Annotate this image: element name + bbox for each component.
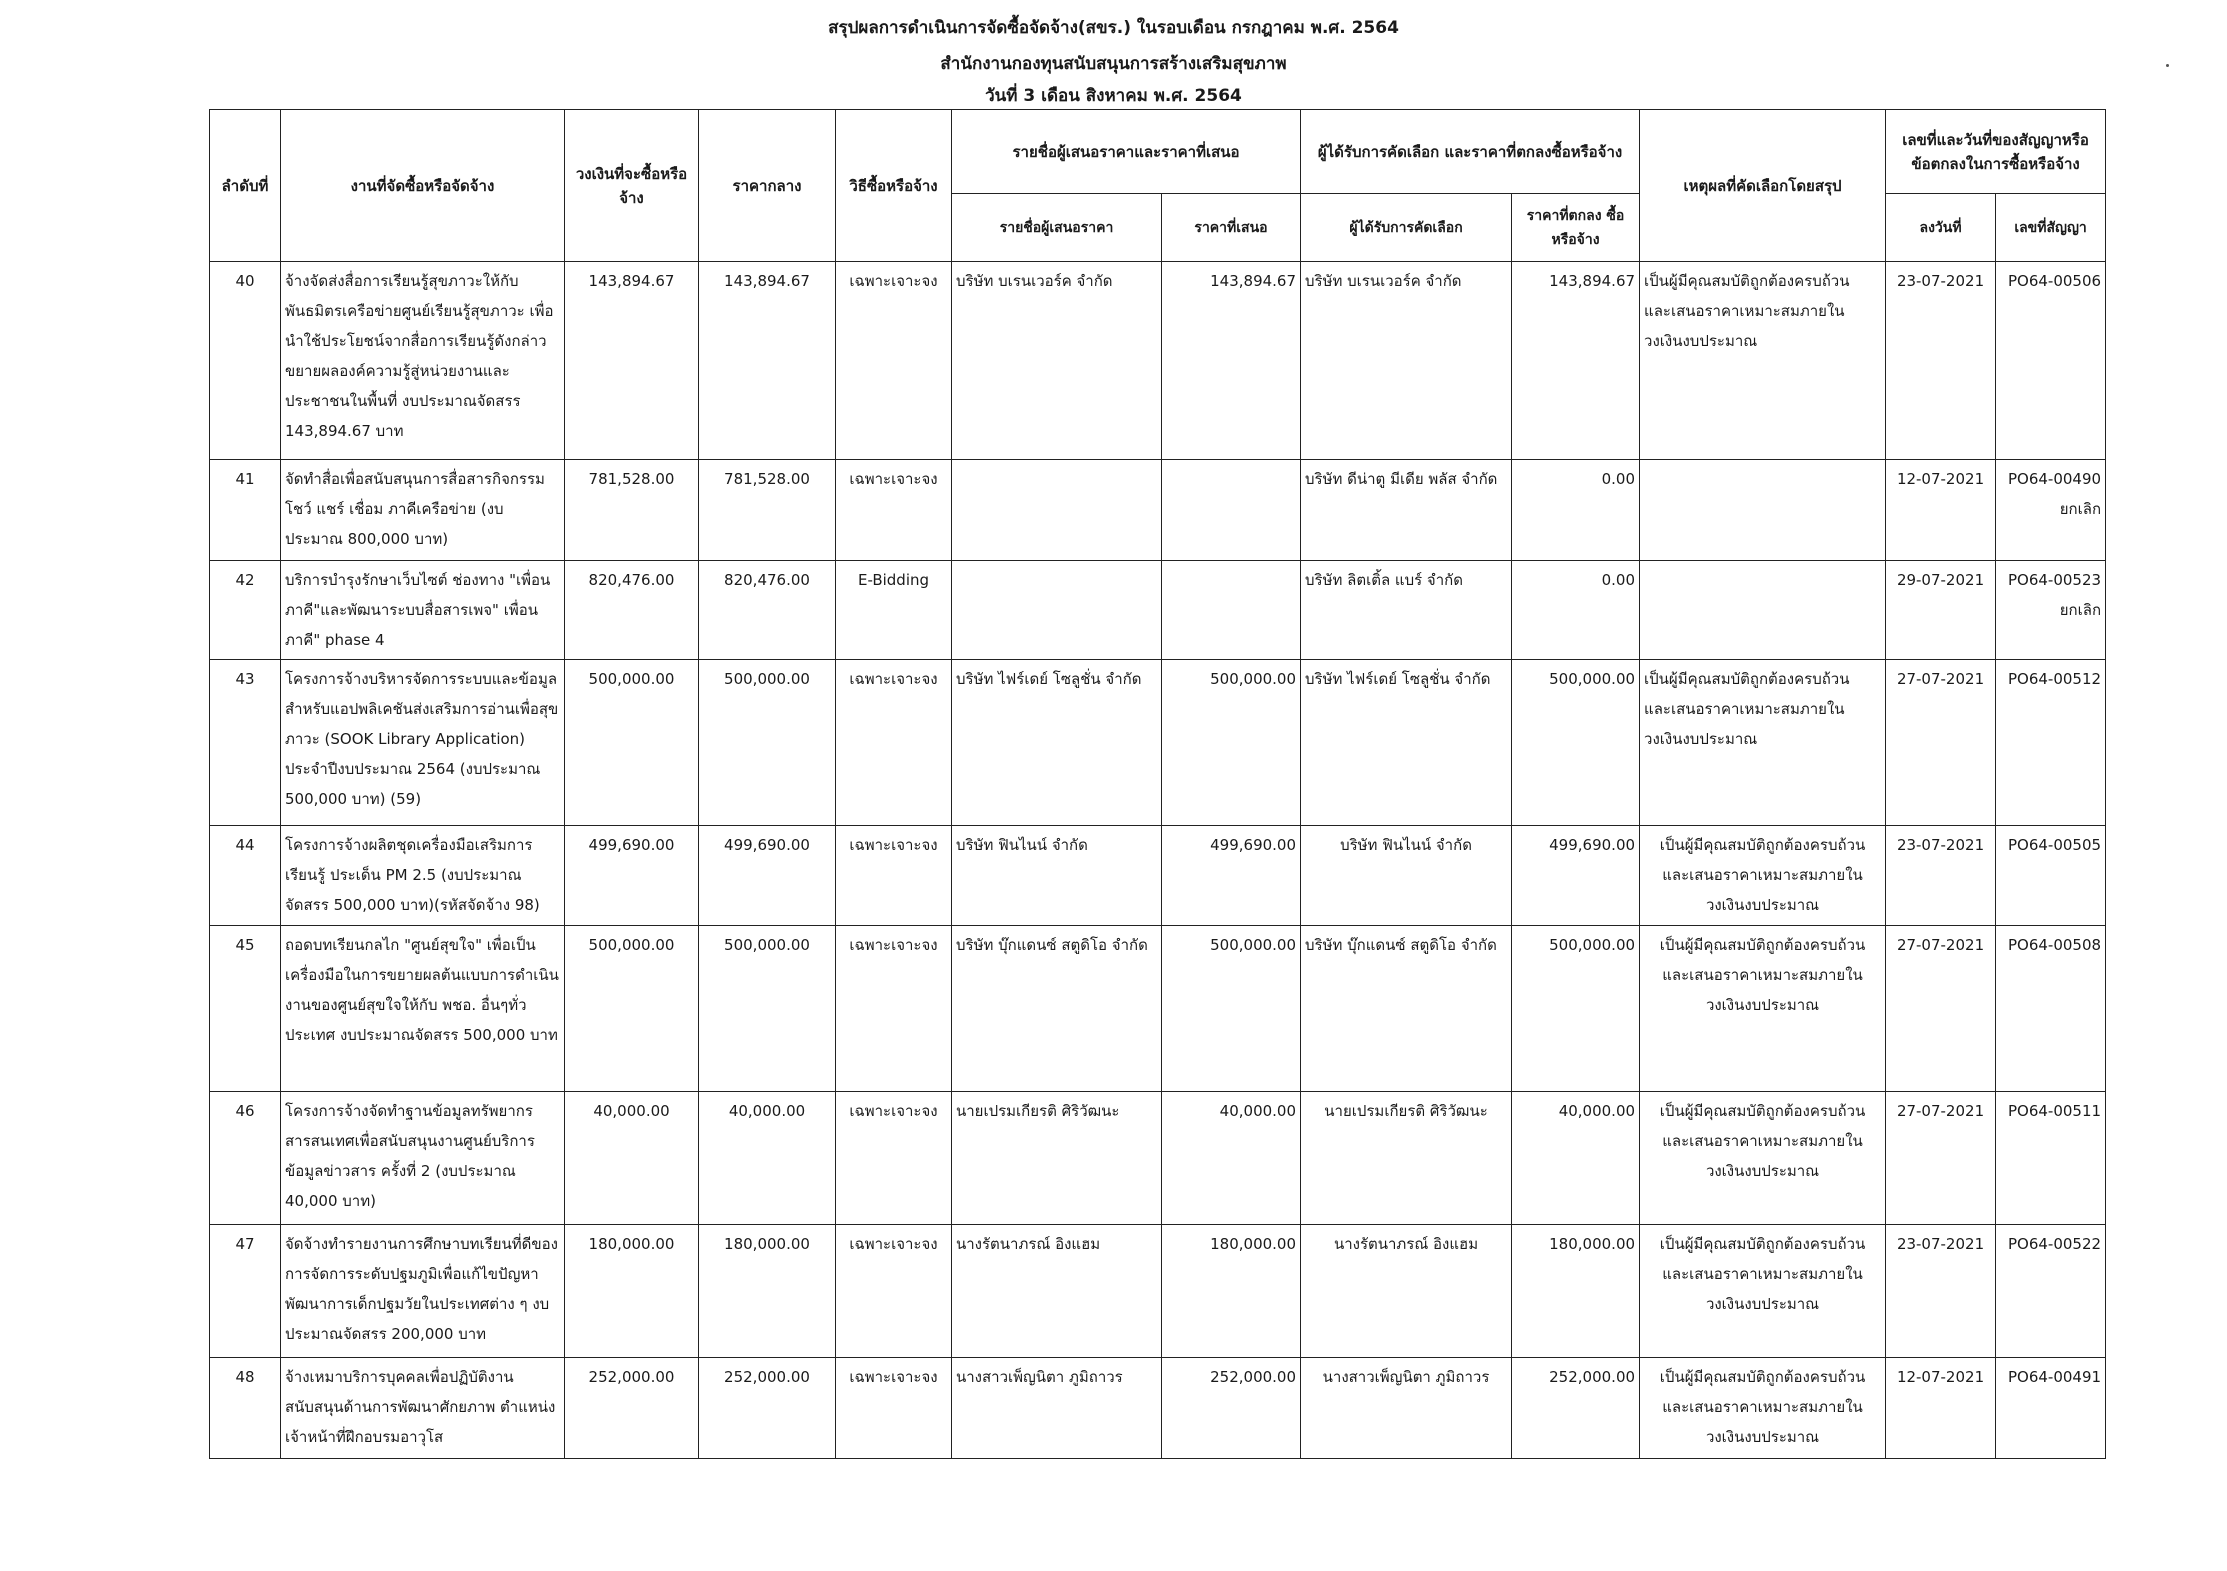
row-no: 40	[210, 262, 281, 460]
row-bid: 252,000.00	[1162, 1358, 1301, 1459]
row-bid: 500,000.00	[1162, 660, 1301, 826]
row-contract: PO64-00512	[1996, 660, 2106, 826]
report-title: สรุปผลการดำเนินการจัดซื้อจัดจ้าง(สขร.) ในรอบเดือน กรกฎาคม พ.ศ. 2564	[828, 18, 1399, 38]
col-reason: เหตุผลที่คัดเลือกโดยสรุป	[1640, 110, 1886, 262]
row-contract: PO64-00491	[1996, 1358, 2106, 1459]
col-no: ลำดับที่	[210, 110, 281, 262]
row-contract-cell	[1996, 460, 2106, 561]
row-bidder: นางรัตนาภรณ์ อิงแฮม	[952, 1225, 1162, 1358]
report-date: วันที่ 3 เดือน สิงหาคม พ.ศ. 2564	[985, 86, 1242, 106]
row-date: 27-07-2021	[1886, 660, 1996, 826]
row-no: 42	[210, 561, 281, 660]
row-method: E-Bidding	[836, 561, 952, 660]
row-date: 27-07-2021	[1886, 1092, 1996, 1225]
table-row	[210, 826, 2106, 926]
row-bid: 499,690.00	[1162, 826, 1301, 926]
row-task: โครงการจ้างผลิตชุดเครื่องมือเสริมการเรียนรู้ ประเด็น PM 2.5 (งบประมาณจัดสรร 500,000 บาท)(รหัสจัดจ้าง 98)	[281, 826, 565, 926]
row-agreed: 500,000.00	[1512, 926, 1640, 1092]
row-budget: 180,000.00	[565, 1225, 699, 1358]
row-task: ถอดบทเรียนกลไก "ศูนย์สุขใจ" เพื่อเป็นเครื่องมือในการขยายผลต้นแบบการดำเนินงานของศูนย์สุขใจให้กับ พชอ. อื่นๆทั่วประเทศ งบประมาณจัดสรร 500,000 บาท	[281, 926, 565, 1092]
row-budget: 500,000.00	[565, 926, 699, 1092]
scan-speck	[2166, 64, 2169, 67]
row-agreed: 500,000.00	[1512, 660, 1640, 826]
row-reason: เป็นผู้มีคุณสมบัติถูกต้องครบถ้วน และเสนอราคาเหมาะสมภายใน วงเงินงบประมาณ	[1640, 926, 1886, 1092]
row-no: 44	[210, 826, 281, 926]
row-no: 47	[210, 1225, 281, 1358]
row-contract-cell	[1996, 561, 2106, 660]
row-reason: เป็นผู้มีคุณสมบัติถูกต้องครบถ้วน และเสนอราคาเหมาะสมภายใน วงเงินงบประมาณ	[1640, 826, 1886, 926]
row-selected: บริษัท บุ๊กแดนซ์ สตูดิโอ จำกัด	[1301, 926, 1512, 1092]
table-row	[210, 561, 2106, 660]
row-contract: PO64-00490	[2007, 470, 2102, 488]
row-method: เฉพาะเจาะจง	[836, 262, 952, 460]
table-header	[210, 110, 2106, 262]
row-agreed: 0.00	[1512, 561, 1640, 660]
table-row	[210, 660, 2106, 826]
cancelled-note: ยกเลิก	[2059, 500, 2102, 518]
row-bid: 143,894.67	[1162, 262, 1301, 460]
row-bidder: นายเปรมเกียรติ ศิริวัฒนะ	[952, 1092, 1162, 1225]
row-method: เฉพาะเจาะจง	[836, 460, 952, 561]
row-median: 252,000.00	[699, 1358, 836, 1459]
row-bidder: บริษัท ฟินไนน์ จำกัด	[952, 826, 1162, 926]
row-bidder	[952, 460, 1162, 561]
col-bidders-group: รายชื่อผู้เสนอราคาและราคาที่เสนอ	[952, 110, 1301, 194]
table-row	[210, 1092, 2106, 1225]
row-agreed: 252,000.00	[1512, 1358, 1640, 1459]
row-selected: นายเปรมเกียรติ ศิริวัฒนะ	[1301, 1092, 1512, 1225]
table-row	[210, 926, 2106, 1092]
table-row	[210, 460, 2106, 561]
row-method: เฉพาะเจาะจง	[836, 1092, 952, 1225]
row-contract: PO64-00523	[2007, 571, 2102, 589]
col-method: วิธีซื้อหรือจ้าง	[836, 110, 952, 262]
col-bidder-name: รายชื่อผู้เสนอราคา	[952, 194, 1162, 262]
row-selected: บริษัท ลิตเติ้ล แบร์ จำกัด	[1301, 561, 1512, 660]
row-method: เฉพาะเจาะจง	[836, 826, 952, 926]
organization-name: สำนักงานกองทุนสนับสนุนการสร้างเสริมสุขภาพ	[940, 54, 1287, 74]
row-reason: เป็นผู้มีคุณสมบัติถูกต้องครบถ้วน และเสนอราคาเหมาะสมภายใน วงเงินงบประมาณ	[1640, 1225, 1886, 1358]
row-median: 781,528.00	[699, 460, 836, 561]
row-selected: นางรัตนาภรณ์ อิงแฮม	[1301, 1225, 1512, 1358]
row-task: จัดทำสื่อเพื่อสนับสนุนการสื่อสารกิจกรรม โชว์ แชร์ เชื่อม ภาคีเครือข่าย (งบประมาณ 800,000 บาท)	[281, 460, 565, 561]
row-reason: เป็นผู้มีคุณสมบัติถูกต้องครบถ้วน และเสนอราคาเหมาะสมภายใน วงเงินงบประมาณ	[1640, 1358, 1886, 1459]
row-no: 48	[210, 1358, 281, 1459]
row-contract: PO64-00522	[1996, 1225, 2106, 1358]
row-task: จ้างจัดส่งสื่อการเรียนรู้สุขภาวะให้กับพันธมิตรเครือข่ายศูนย์เรียนรู้สุขภาวะ เพื่อนำใช้ประโยชน์จากสื่อการเรียนรู้ดังกล่าวขยายผลองค์ความรู้สู่หน่วยงานและประชาชนในพื้นที่ งบประมาณจัดสรร 143,894.67 บาท	[281, 262, 565, 460]
table-body	[210, 262, 2106, 1459]
col-median: ราคากลาง	[699, 110, 836, 262]
col-budget: วงเงินที่จะซื้อหรือจ้าง	[565, 110, 699, 262]
row-median: 500,000.00	[699, 660, 836, 826]
row-selected: บริษัท ไฟร์เดย์ โซลูชั่น จำกัด	[1301, 660, 1512, 826]
cancelled-note: ยกเลิก	[2059, 601, 2102, 619]
row-reason: เป็นผู้มีคุณสมบัติถูกต้องครบถ้วน และเสนอราคาเหมาะสมภายใน วงเงินงบประมาณ	[1640, 262, 1886, 460]
col-contract-group: เลขที่และวันที่ของสัญญาหรือ ข้อตกลงในการซื้อหรือจ้าง	[1886, 110, 2106, 194]
row-median: 180,000.00	[699, 1225, 836, 1358]
row-selected: บริษัท บเรนเวอร์ค จำกัด	[1301, 262, 1512, 460]
col-bid-price: ราคาที่เสนอ	[1162, 194, 1301, 262]
row-task: โครงการจ้างบริหารจัดการระบบและข้อมูลสำหรับแอปพลิเคชันส่งเสริมการอ่านเพื่อสุขภาวะ (SOOK Library Application) ประจำปีงบประมาณ 2564 (งบประมาณ 500,000 บาท) (59)	[281, 660, 565, 826]
row-bidder: นางสาวเพ็ญนิตา ภูมิถาวร	[952, 1358, 1162, 1459]
row-agreed: 499,690.00	[1512, 826, 1640, 926]
row-contract: PO64-00508	[1996, 926, 2106, 1092]
col-selected-name: ผู้ได้รับการคัดเลือก	[1301, 194, 1512, 262]
row-median: 500,000.00	[699, 926, 836, 1092]
row-date: 23-07-2021	[1886, 826, 1996, 926]
row-date: 29-07-2021	[1886, 561, 1996, 660]
row-method: เฉพาะเจาะจง	[836, 660, 952, 826]
col-sign-date: ลงวันที่	[1886, 194, 1996, 262]
row-bidder: บริษัท บุ๊กแดนซ์ สตูดิโอ จำกัด	[952, 926, 1162, 1092]
table-row	[210, 262, 2106, 460]
row-budget: 143,894.67	[565, 262, 699, 460]
table-row	[210, 1358, 2106, 1459]
row-contract: PO64-00506	[1996, 262, 2106, 460]
row-budget: 500,000.00	[565, 660, 699, 826]
row-no: 46	[210, 1092, 281, 1225]
row-reason: เป็นผู้มีคุณสมบัติถูกต้องครบถ้วน และเสนอราคาเหมาะสมภายใน วงเงินงบประมาณ	[1640, 660, 1886, 826]
row-median: 499,690.00	[699, 826, 836, 926]
row-median: 143,894.67	[699, 262, 836, 460]
row-selected: บริษัท ดีน่าตู มีเดีย พลัส จำกัด	[1301, 460, 1512, 561]
row-reason: เป็นผู้มีคุณสมบัติถูกต้องครบถ้วน และเสนอราคาเหมาะสมภายใน วงเงินงบประมาณ	[1640, 1092, 1886, 1225]
row-contract: PO64-00505	[1996, 826, 2106, 926]
row-reason	[1640, 561, 1886, 660]
row-budget: 820,476.00	[565, 561, 699, 660]
row-method: เฉพาะเจาะจง	[836, 926, 952, 1092]
row-no: 45	[210, 926, 281, 1092]
row-bid	[1162, 460, 1301, 561]
col-task: งานที่จัดซื้อหรือจัดจ้าง	[281, 110, 565, 262]
row-task: โครงการจ้างจัดทำฐานข้อมูลทรัพยากรสารสนเทศเพื่อสนับสนุนงานศูนย์บริการข้อมูลข่าวสาร ครั้งที่ 2 (งบประมาณ 40,000 บาท)	[281, 1092, 565, 1225]
row-budget: 499,690.00	[565, 826, 699, 926]
row-date: 23-07-2021	[1886, 262, 1996, 460]
row-budget: 252,000.00	[565, 1358, 699, 1459]
row-bid	[1162, 561, 1301, 660]
row-task: บริการบำรุงรักษาเว็บไซต์ ช่องทาง "เพื่อนภาคี"และพัฒนาระบบสื่อสารเพจ" เพื่อนภาคี" phase 4	[281, 561, 565, 660]
row-bid: 180,000.00	[1162, 1225, 1301, 1358]
col-agreed-price: ราคาที่ตกลง ซื้อหรือจ้าง	[1512, 194, 1640, 262]
row-date: 23-07-2021	[1886, 1225, 1996, 1358]
row-date: 12-07-2021	[1886, 460, 1996, 561]
row-budget: 40,000.00	[565, 1092, 699, 1225]
row-task: จ้างเหมาบริการบุคคลเพื่อปฏิบัติงานสนับสนุนด้านการพัฒนาศักยภาพ ตำแหน่งเจ้าหน้าที่ฝึกอบรมอาวุโส	[281, 1358, 565, 1459]
col-contract-no: เลขที่สัญญา	[1996, 194, 2106, 262]
row-selected: บริษัท ฟินไนน์ จำกัด	[1301, 826, 1512, 926]
row-method: เฉพาะเจาะจง	[836, 1225, 952, 1358]
row-selected: นางสาวเพ็ญนิตา ภูมิถาวร	[1301, 1358, 1512, 1459]
row-contract: PO64-00511	[1996, 1092, 2106, 1225]
row-method: เฉพาะเจาะจง	[836, 1358, 952, 1459]
row-agreed: 180,000.00	[1512, 1225, 1640, 1358]
row-bid: 500,000.00	[1162, 926, 1301, 1092]
row-agreed: 40,000.00	[1512, 1092, 1640, 1225]
row-budget: 781,528.00	[565, 460, 699, 561]
row-bidder: บริษัท ไฟร์เดย์ โซลูชั่น จำกัด	[952, 660, 1162, 826]
row-bidder	[952, 561, 1162, 660]
row-task: จัดจ้างทำรายงานการศึกษาบทเรียนที่ดีของการจัดการระดับปฐมภูมิเพื่อแก้ไขปัญหาพัฒนาการเด็กปฐมวัยในประเทศต่าง ๆ งบประมาณจัดสรร 200,000 บาท	[281, 1225, 565, 1358]
row-reason	[1640, 460, 1886, 561]
table-row	[210, 1225, 2106, 1358]
procurement-table	[209, 109, 2106, 1459]
row-date: 27-07-2021	[1886, 926, 1996, 1092]
row-agreed: 0.00	[1512, 460, 1640, 561]
row-date: 12-07-2021	[1886, 1358, 1996, 1459]
row-no: 41	[210, 460, 281, 561]
row-agreed: 143,894.67	[1512, 262, 1640, 460]
row-bid: 40,000.00	[1162, 1092, 1301, 1225]
row-bidder: บริษัท บเรนเวอร์ค จำกัด	[952, 262, 1162, 460]
row-median: 40,000.00	[699, 1092, 836, 1225]
row-median: 820,476.00	[699, 561, 836, 660]
col-selected-group: ผู้ได้รับการคัดเลือก และราคาที่ตกลงซื้อหรือจ้าง	[1301, 110, 1640, 194]
row-no: 43	[210, 660, 281, 826]
